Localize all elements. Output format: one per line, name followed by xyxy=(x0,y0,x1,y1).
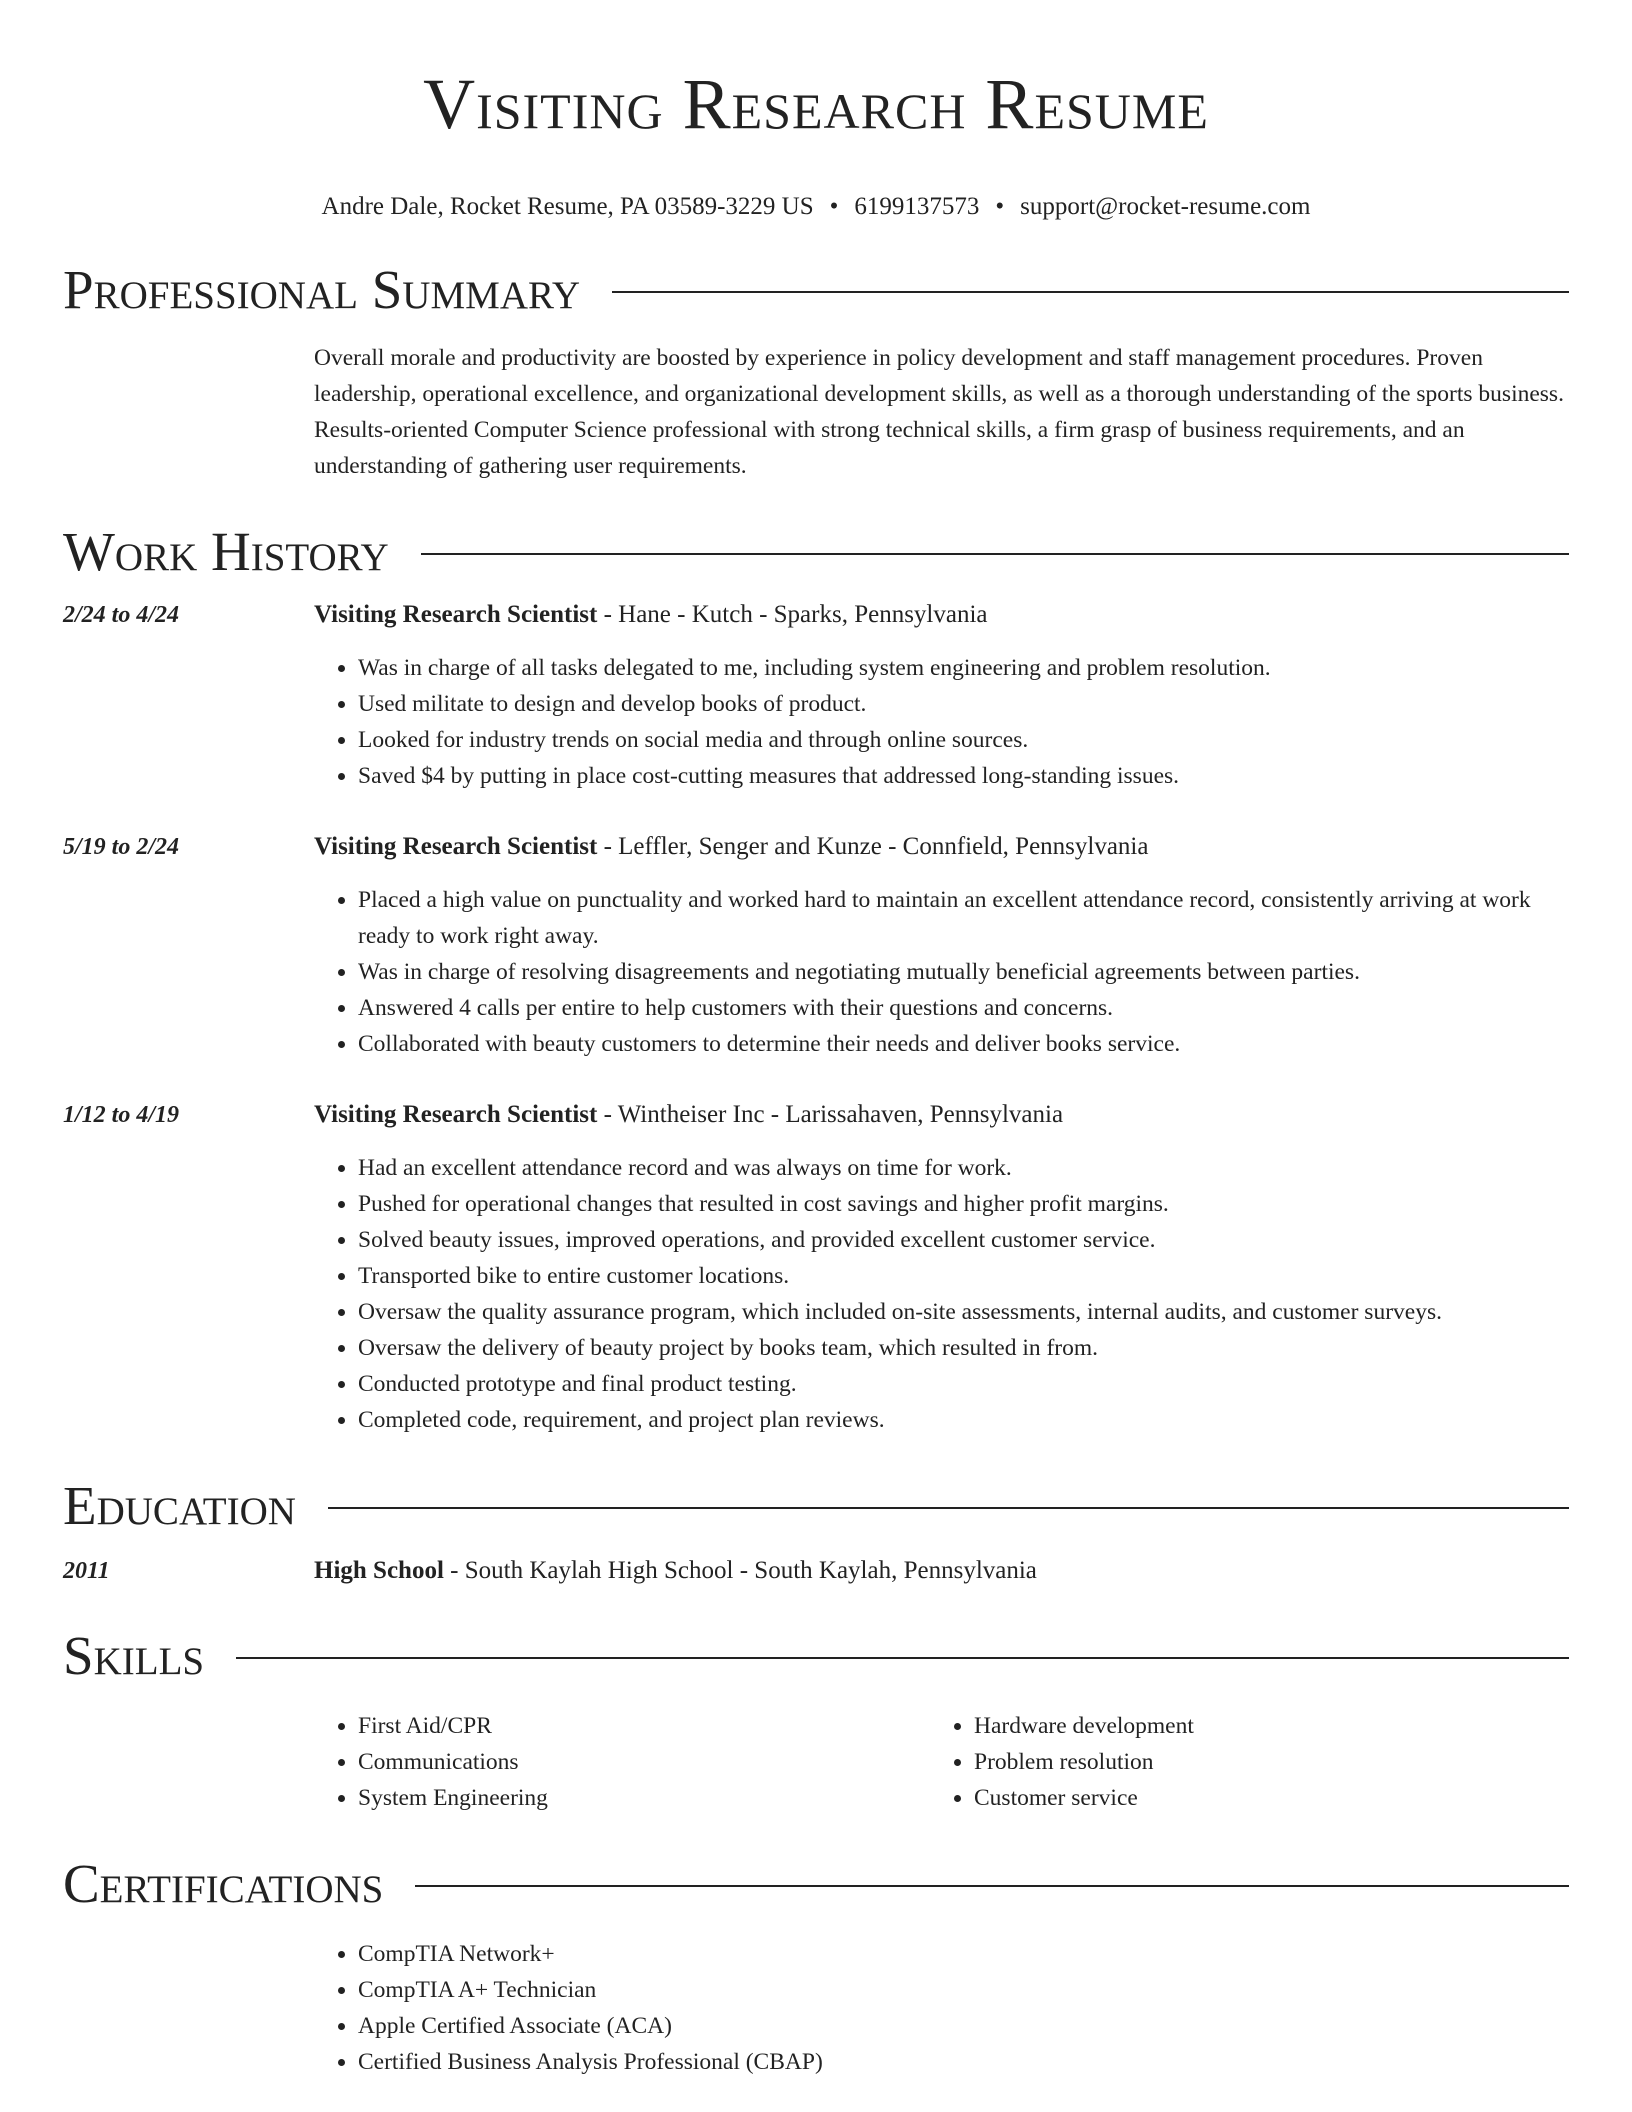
job-entry xyxy=(63,830,1569,1062)
contact-line xyxy=(63,192,1569,222)
list-item: • Saved $4 by putting in place cost-cutting measures that addressed long-standing issues. xyxy=(358,758,1569,794)
job-dates: 1/12 to 4/19 xyxy=(63,1102,180,1128)
section-divider xyxy=(612,291,1569,293)
job-entry xyxy=(63,598,1569,794)
job-title: Visiting Research Scientist xyxy=(314,833,598,860)
job-heading xyxy=(314,830,1569,864)
section-divider xyxy=(236,1657,1569,1659)
section-divider xyxy=(415,1885,1569,1887)
work-section-header xyxy=(63,522,1569,582)
job-content xyxy=(314,830,1569,1062)
certifications-section-header xyxy=(63,1854,1569,1914)
skill-item: • Customer service xyxy=(974,1780,1546,1816)
certifications-items xyxy=(314,1936,1569,2080)
job-content xyxy=(314,1098,1569,1438)
job-employer: - Hane - Kutch - Sparks, Pennsylvania xyxy=(597,601,988,628)
resume-title: Visiting Research Resume xyxy=(423,64,1209,144)
list-item: • Pushed for operational changes that resulted in cost savings and higher profit margins. xyxy=(358,1186,1569,1222)
contact-phone: 6199137573 xyxy=(854,193,980,220)
job-bullets xyxy=(314,650,1569,794)
education-heading: Education xyxy=(63,1475,296,1536)
skill-item: • Problem resolution xyxy=(974,1744,1546,1780)
job-title: Visiting Research Scientist xyxy=(314,601,598,628)
list-item: • Completed code, requirement, and project plan reviews. xyxy=(358,1402,1569,1438)
contact-address: Andre Dale, Rocket Resume, PA 03589-3229 US xyxy=(321,193,814,220)
skill-item: • System Engineering xyxy=(358,1780,930,1816)
job-dates: 5/19 to 2/24 xyxy=(63,834,180,860)
job-content xyxy=(314,598,1569,794)
work-heading: Work History xyxy=(63,521,389,582)
skills-section-header xyxy=(63,1626,1569,1686)
job-heading xyxy=(314,1098,1569,1132)
education-entry xyxy=(63,1554,1569,1588)
job-employer: - Wintheiser Inc - Larissahaven, Pennsylvania xyxy=(597,1101,1064,1128)
education-section-header xyxy=(63,1476,1569,1536)
list-item: • Used militate to design and develop books of product. xyxy=(358,686,1569,722)
list-item: • Was in charge of all tasks delegated to me, including system engineering and problem resolution. xyxy=(358,650,1569,686)
summary-text: Overall morale and productivity are boosted by experience in policy development and staff management procedures. Proven leadership, operational excellence, and organizational development skills, as well as a thorough understanding of the sports business. Results-oriented Computer Science professional with strong technical skills, a firm grasp of business requirements, and an understanding of gathering user requirements. xyxy=(314,345,1564,479)
job-dates: 2/24 to 4/24 xyxy=(63,602,180,628)
list-item: • Solved beauty issues, improved operations, and provided excellent customer service. xyxy=(358,1222,1569,1258)
certification-item: • Apple Certified Associate (ACA) xyxy=(358,2008,1569,2044)
section-divider xyxy=(328,1507,1569,1509)
list-item: • Oversaw the delivery of beauty project by books team, which resulted in from. xyxy=(358,1330,1569,1366)
skills-list xyxy=(314,1708,1569,1816)
skill-item: • First Aid/CPR xyxy=(358,1708,930,1744)
education-year: 2011 xyxy=(63,1558,110,1584)
certification-item: • Certified Business Analysis Professional (CBAP) xyxy=(358,2044,1569,2080)
certification-item: • CompTIA Network+ xyxy=(358,1936,1569,1972)
job-employer: - Leffler, Senger and Kunze - Connfield, Pennsylvania xyxy=(597,833,1149,860)
summary-heading: Professional Summary xyxy=(63,259,581,320)
education-content xyxy=(314,1554,1569,1588)
skills-column-right xyxy=(930,1708,1546,1816)
summary-section-header xyxy=(63,260,1569,320)
education-school: - South Kaylah High School - South Kaylah, Pennsylvania xyxy=(443,1557,1037,1584)
education-heading-line xyxy=(314,1554,1569,1588)
skills-column-left xyxy=(314,1708,930,1816)
section-divider xyxy=(421,553,1569,555)
certification-item: • CompTIA A+ Technician xyxy=(358,1972,1569,2008)
list-item: • Looked for industry trends on social media and through online sources. xyxy=(358,722,1569,758)
skill-item: • Hardware development xyxy=(974,1708,1546,1744)
contact-email: support@rocket-resume.com xyxy=(1020,193,1311,220)
job-entry xyxy=(63,1098,1569,1438)
list-item: • Transported bike to entire customer locations. xyxy=(358,1258,1569,1294)
list-item: • Was in charge of resolving disagreements and negotiating mutually beneficial agreements between parties. xyxy=(358,954,1569,990)
list-item: • Collaborated with beauty customers to determine their needs and deliver books service. xyxy=(358,1026,1569,1062)
list-item: • Had an excellent attendance record and was always on time for work. xyxy=(358,1150,1569,1186)
contact-separator: • xyxy=(829,193,839,220)
skill-item: • Communications xyxy=(358,1744,930,1780)
certifications-heading: Certifications xyxy=(63,1853,384,1914)
job-bullets xyxy=(314,882,1569,1062)
list-item: • Oversaw the quality assurance program, which included on-site assessments, internal audits, and customer surveys. xyxy=(358,1294,1569,1330)
list-item: • Placed a high value on punctuality and worked hard to maintain an excellent attendance record, consistently arriving at work ready to work right away. xyxy=(358,882,1569,954)
contact-separator: • xyxy=(995,193,1005,220)
list-item: • Conducted prototype and final product testing. xyxy=(358,1366,1569,1402)
list-item: • Answered 4 calls per entire to help customers with their questions and concerns. xyxy=(358,990,1569,1026)
job-heading xyxy=(314,598,1569,632)
education-degree: High School xyxy=(314,1557,444,1584)
skills-heading: Skills xyxy=(63,1625,205,1686)
job-bullets xyxy=(314,1150,1569,1438)
job-title: Visiting Research Scientist xyxy=(314,1101,598,1128)
certifications-list xyxy=(314,1936,1569,2080)
